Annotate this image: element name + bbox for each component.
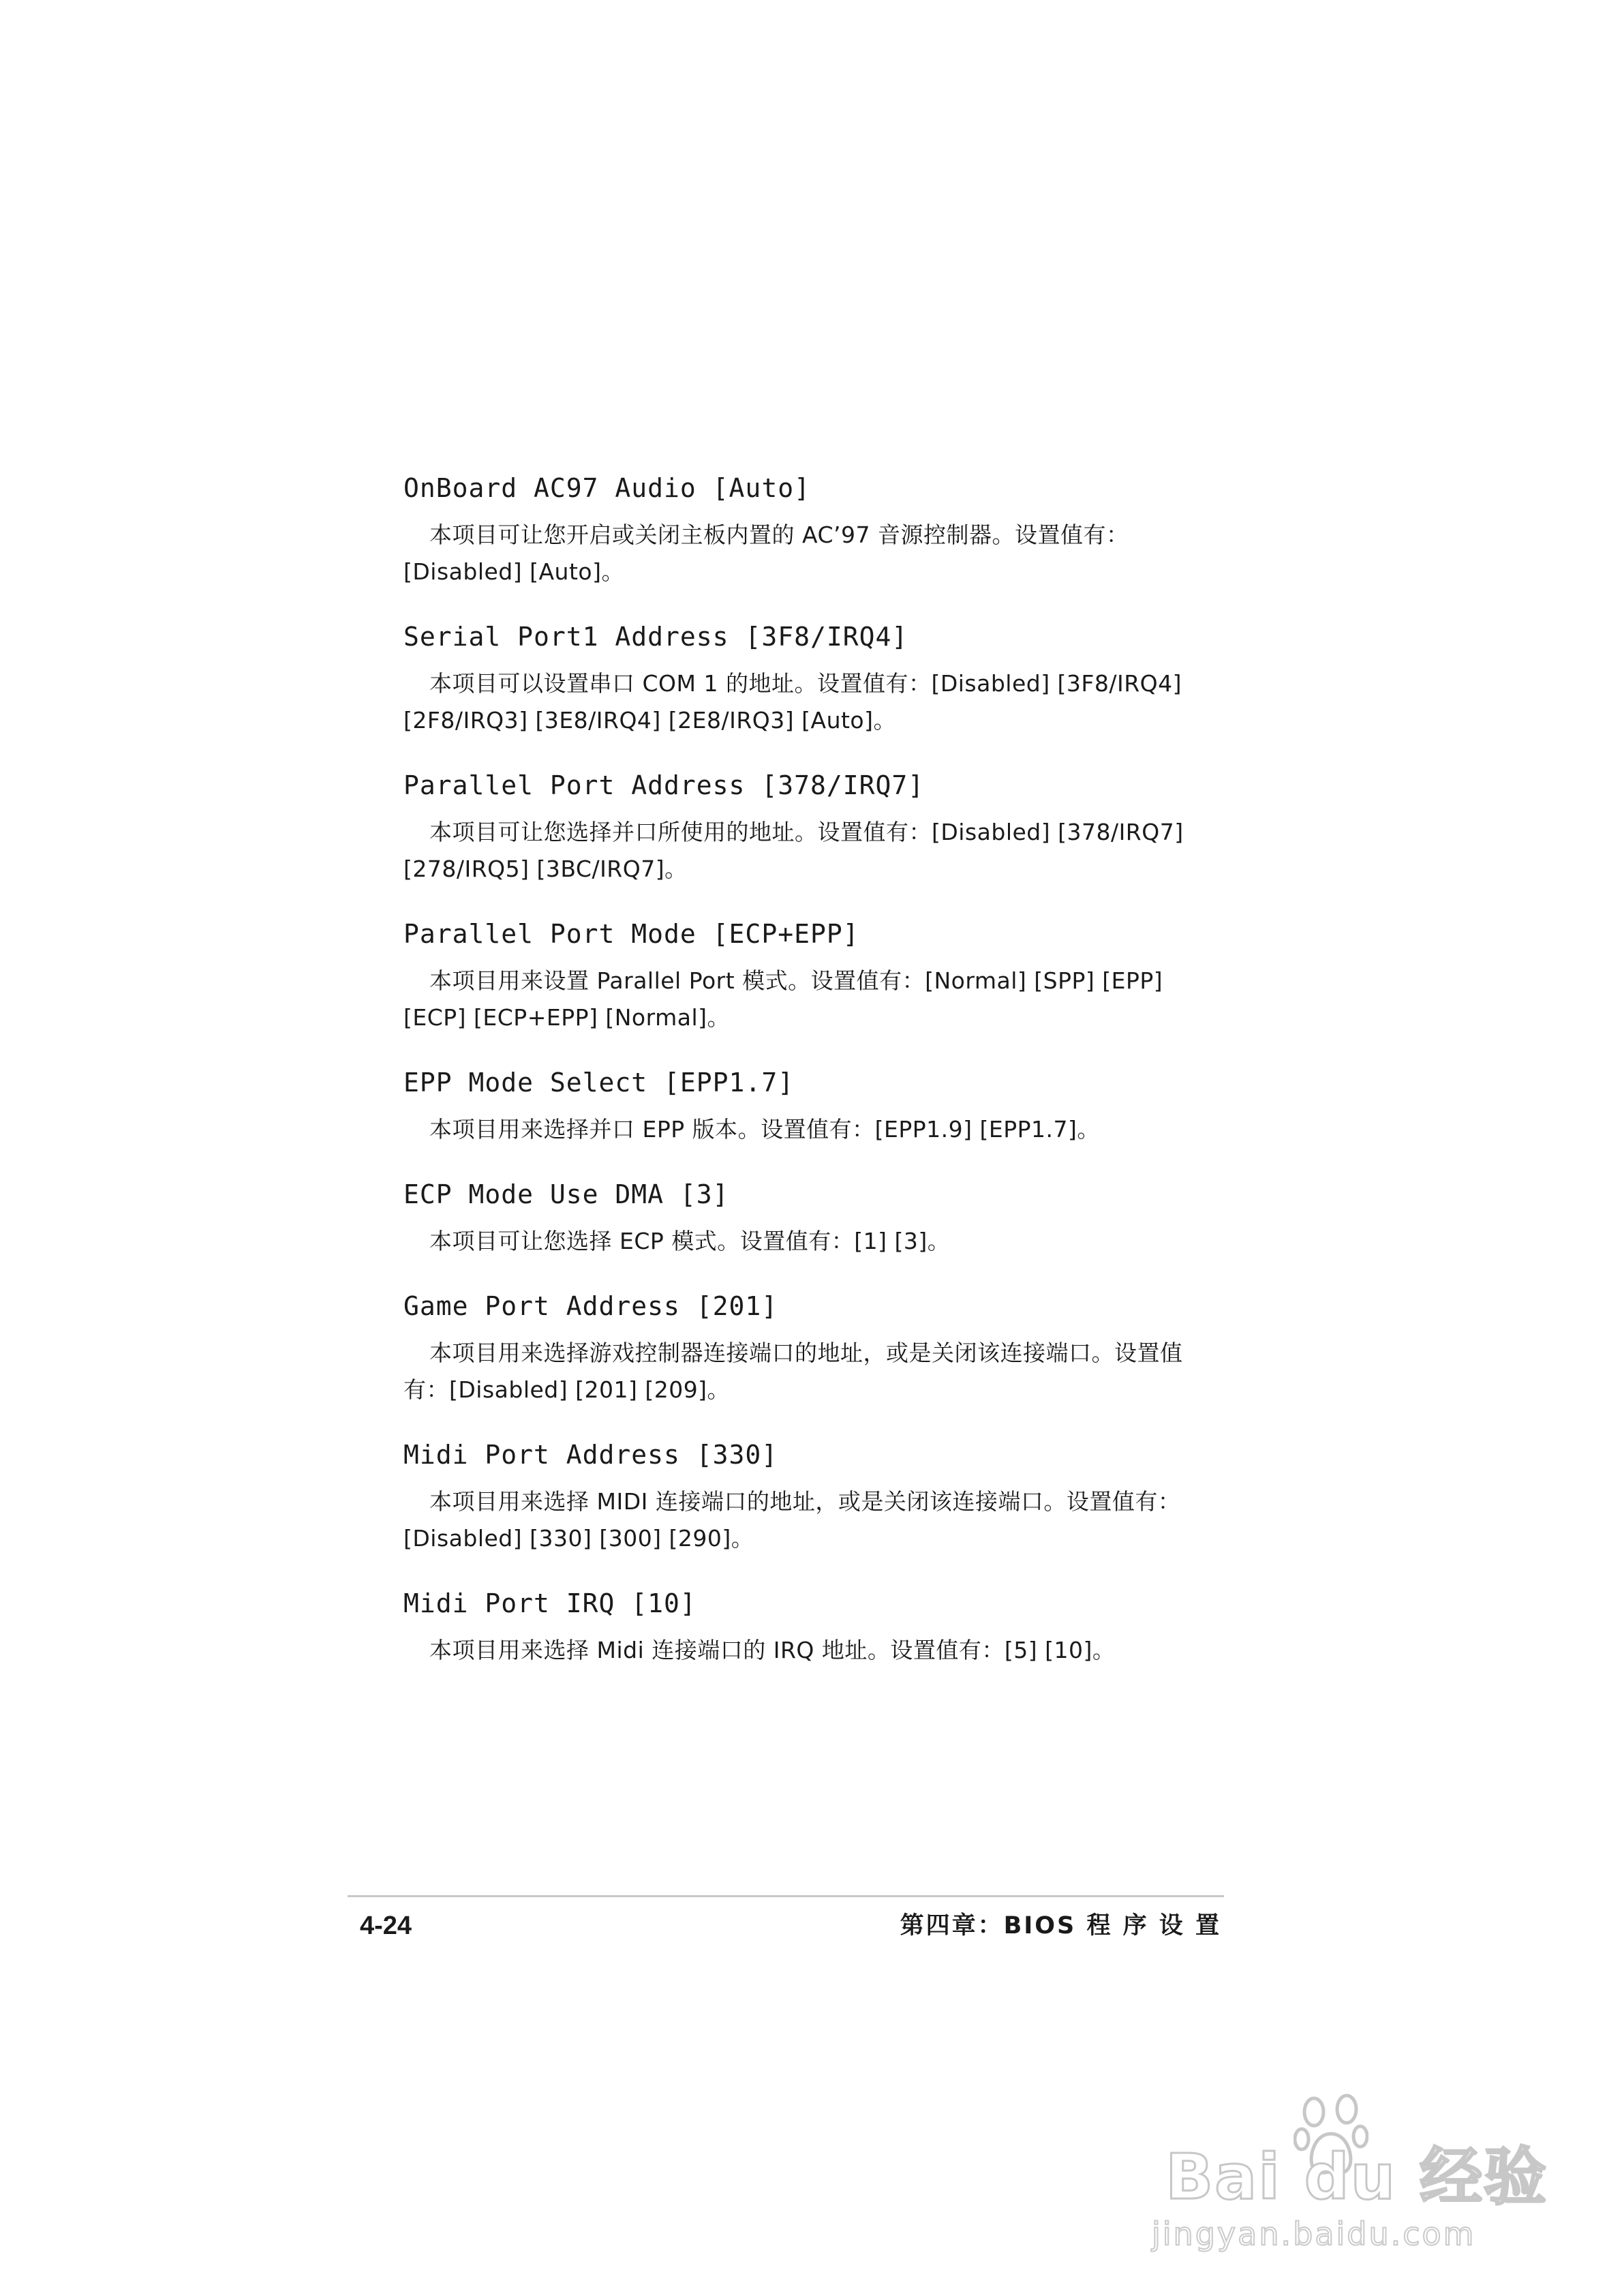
bios-settings-list	[403, 469, 1220, 1696]
setting-parallel-port-mode	[403, 915, 1220, 1036]
setting-description: 本项目用来选择游戏控制器连接端口的地址，或是关闭该连接端口。设置值有：[Disabled] [201] [209]。	[403, 1340, 1183, 1403]
setting-title: OnBoard AC97 Audio [Auto]	[403, 473, 810, 503]
setting-description: 本项目用来选择并口 EPP 版本。设置值有：[EPP1.9] [EPP1.7]。	[429, 1116, 1100, 1143]
page-number: 4-24	[360, 1912, 412, 1940]
setting-title: ECP Mode Use DMA [3]	[403, 1179, 729, 1209]
setting-ecp-mode-use-dma	[403, 1175, 1220, 1260]
setting-description: 本项目可让您选择 ECP 模式。设置值有：[1] [3]。	[429, 1228, 951, 1254]
setting-title: Serial Port1 Address [3F8/IRQ4]	[403, 622, 908, 652]
setting-serial-port1-address	[403, 618, 1220, 739]
setting-parallel-port-address	[403, 766, 1220, 888]
chapter-title: 第四章：BIOS 程 序 设 置	[900, 1912, 1221, 1939]
setting-midi-port-irq	[403, 1584, 1220, 1669]
setting-description: 本项目可以设置串口 COM 1 的地址。设置值有：[Disabled] [3F8/IRQ4] [2F8/IRQ3] [3E8/IRQ4] [2E8/IRQ3] [Auto]。	[403, 670, 1182, 734]
setting-midi-port-address	[403, 1436, 1220, 1557]
setting-game-port-address	[403, 1287, 1220, 1408]
setting-onboard-ac97-audio	[403, 469, 1220, 590]
setting-description: 本项目可让您选择并口所使用的地址。设置值有：[Disabled] [378/IRQ7] [278/IRQ5] [3BC/IRQ7]。	[403, 819, 1184, 882]
setting-title: Game Port Address [201]	[403, 1291, 778, 1321]
footer-divider	[348, 1895, 1224, 1897]
setting-description: 本项目用来设置 Parallel Port 模式。设置值有：[Normal] [SPP] [EPP] [ECP] [ECP+EPP] [Normal]。	[403, 967, 1163, 1031]
setting-title: Midi Port IRQ [10]	[403, 1588, 697, 1618]
setting-title: Parallel Port Mode [ECP+EPP]	[403, 919, 859, 949]
setting-title: Midi Port Address [330]	[403, 1440, 778, 1470]
setting-description: 本项目用来选择 MIDI 连接端口的地址，或是关闭该连接端口。设置值有：[Disabled] [330] [300] [290]。	[403, 1488, 1181, 1552]
setting-epp-mode-select	[403, 1063, 1220, 1148]
setting-title: Parallel Port Address [378/IRQ7]	[403, 770, 925, 800]
setting-description: 本项目用来选择 Midi 连接端口的 IRQ 地址。设置值有：[5] [10]。	[429, 1637, 1116, 1663]
setting-title: EPP Mode Select [EPP1.7]	[403, 1068, 795, 1098]
baidu-jingyan-watermark	[1152, 2086, 1548, 2263]
watermark-url: jingyan.baidu.com	[1152, 2216, 1476, 2252]
setting-description: 本项目可让您开启或关闭主板内置的 AC’97 音源控制器。设置值有：[Disabled] [Auto]。	[403, 522, 1129, 585]
watermark-brand: Bai du 经验	[1165, 2141, 1548, 2214]
